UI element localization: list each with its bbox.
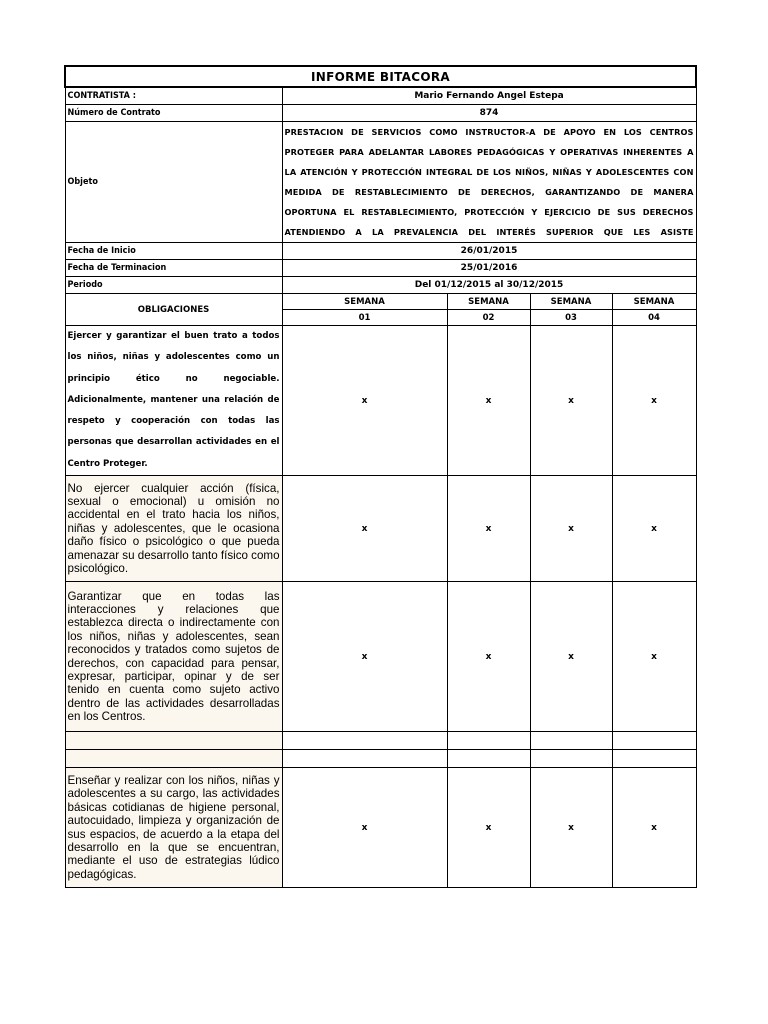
objeto-text: [282, 122, 696, 243]
empty-cell: [530, 750, 612, 768]
contrato-row: [65, 105, 696, 122]
week-check-mark: x: [447, 326, 530, 476]
numero-contrato-label: Número de Contrato: [65, 105, 282, 122]
obligacion-line: principio ético no negociable.: [67, 373, 280, 384]
week-check-mark: x: [447, 582, 530, 732]
contratista-label: CONTRATISTA :: [65, 87, 282, 105]
periodo-row: [65, 277, 696, 294]
obligacion-text: No ejercer cualquier acción (física, sexual o emocional) u omisión no accidental en el trato hacia los niños, niñas y adolescentes, que le ocasiona daño físico o psicológico o que pueda amenazar su desarrollo tanto físico como psicológico.: [65, 476, 282, 582]
obligaciones-header: OBLIGACIONES: [65, 294, 282, 326]
empty-cell: [612, 732, 696, 750]
week-check-mark: x: [282, 768, 447, 888]
semana-label: SEMANA: [282, 294, 447, 310]
week-check-mark: x: [530, 326, 612, 476]
week-check-mark: x: [282, 326, 447, 476]
empty-row: [65, 732, 696, 750]
week-check-mark: x: [612, 582, 696, 732]
empty-cell: [65, 732, 282, 750]
contratista-value: Mario Fernando Angel Estepa: [282, 87, 696, 105]
periodo-value: Del 01/12/2015 al 30/12/2015: [282, 277, 696, 294]
semana-label: SEMANA: [447, 294, 530, 310]
empty-cell: [282, 750, 447, 768]
empty-cell: [612, 750, 696, 768]
semana-number: 03: [530, 310, 612, 326]
objeto-line: ATENDIENDO A LA PREVALENCIA DEL INTERÉS SUPERIOR QUE LES ASISTE: [284, 227, 694, 237]
obligacion-line: los niños, niñas y adolescentes como un: [67, 352, 280, 363]
obligacion-text: Enseñar y realizar con los niños, niñas y adolescentes a su cargo, las actividades básicas cotidianas de higiene personal, autocuidado, limpieza y organización de sus espacios, de acuerdo a la etapa del desarrollo en la que se encuentran, mediante el uso de estrategias lúdico pedagógicas.: [65, 768, 282, 888]
periodo-label: Periodo: [65, 277, 282, 294]
obligacion-row: [65, 476, 696, 582]
week-check-mark: x: [612, 768, 696, 888]
empty-cell: [65, 750, 282, 768]
empty-cell: [530, 732, 612, 750]
objeto-line: PROTEGER PARA ADELANTAR LABORES PEDAGÓGICAS Y OPERATIVAS INHERENTES A: [284, 147, 694, 157]
contratista-row: [65, 87, 696, 105]
objeto-line: PRESTACION DE SERVICIOS COMO INSTRUCTOR-A DE APOYO EN LOS CENTROS: [284, 127, 694, 137]
obligacion-text: [65, 326, 282, 476]
week-check-mark: x: [447, 476, 530, 582]
informe-bitacora-sheet: [64, 65, 695, 888]
numero-contrato-value: 874: [282, 105, 696, 122]
semana-label: SEMANA: [612, 294, 696, 310]
bitacora-table: [64, 65, 697, 888]
week-check-mark: x: [282, 582, 447, 732]
objeto-row: [65, 122, 696, 243]
semana-number: 02: [447, 310, 530, 326]
obligacion-row: [65, 326, 696, 476]
fecha-terminacion-row: [65, 260, 696, 277]
obligacion-line: Centro Proteger.: [67, 458, 148, 469]
week-check-mark: x: [530, 582, 612, 732]
objeto-line: MEDIDA DE RESTABLECIMIENTO DE DERECHOS, GARANTIZANDO DE MANERA: [284, 187, 694, 197]
empty-row: [65, 750, 696, 768]
fecha-terminacion-value: 25/01/2016: [282, 260, 696, 277]
fecha-inicio-value: 26/01/2015: [282, 243, 696, 260]
semana-number: 01: [282, 310, 447, 326]
title-row: [65, 66, 696, 87]
week-check-mark: x: [447, 768, 530, 888]
report-title: INFORME BITACORA: [65, 66, 696, 87]
obligacion-line: Ejercer y garantizar el buen trato a todos: [67, 331, 280, 341]
week-check-mark: x: [282, 476, 447, 582]
week-check-mark: x: [530, 768, 612, 888]
week-check-mark: x: [530, 476, 612, 582]
semana-number: 04: [612, 310, 696, 326]
empty-cell: [447, 732, 530, 750]
semana-label: SEMANA: [530, 294, 612, 310]
week-check-mark: x: [612, 326, 696, 476]
obligacion-row: [65, 768, 696, 888]
fecha-inicio-label: Fecha de Inicio: [65, 243, 282, 260]
objeto-line: OPORTUNA EL RESTABLECIMIENTO, PROTECCIÓN Y EJERCICIO DE SUS DERECHOS: [284, 207, 694, 217]
objeto-label: Objeto: [65, 122, 282, 243]
fecha-inicio-row: [65, 243, 696, 260]
fecha-terminacion-label: Fecha de Terminacion: [65, 260, 282, 277]
objeto-line: LA ATENCIÓN Y PROTECCIÓN INTEGRAL DE LOS NIÑOS, NIÑAS Y ADOLESCENTES CON: [284, 167, 694, 177]
obligacion-text: Garantizar que en todas las interacciones y relaciones que establezca directa o indirectamente con los niños, niñas y adolescentes, sean reconocidos y tratados como sujetos de derechos, con capacidad para pensar, expresar, participar, opinar y de ser tenido en cuenta como sujeto activo dentro de las actividades desarrolladas en los Centros.: [65, 582, 282, 732]
obligacion-line: personas que desarrollan actividades en el: [67, 437, 280, 448]
obligacion-line: Adicionalmente, mantener una relación de: [67, 394, 280, 405]
semana-header-row: [65, 294, 696, 310]
obligacion-row: [65, 582, 696, 732]
empty-cell: [282, 732, 447, 750]
obligacion-line: respeto y cooperación con todas las: [67, 416, 280, 427]
empty-cell: [447, 750, 530, 768]
week-check-mark: x: [612, 476, 696, 582]
